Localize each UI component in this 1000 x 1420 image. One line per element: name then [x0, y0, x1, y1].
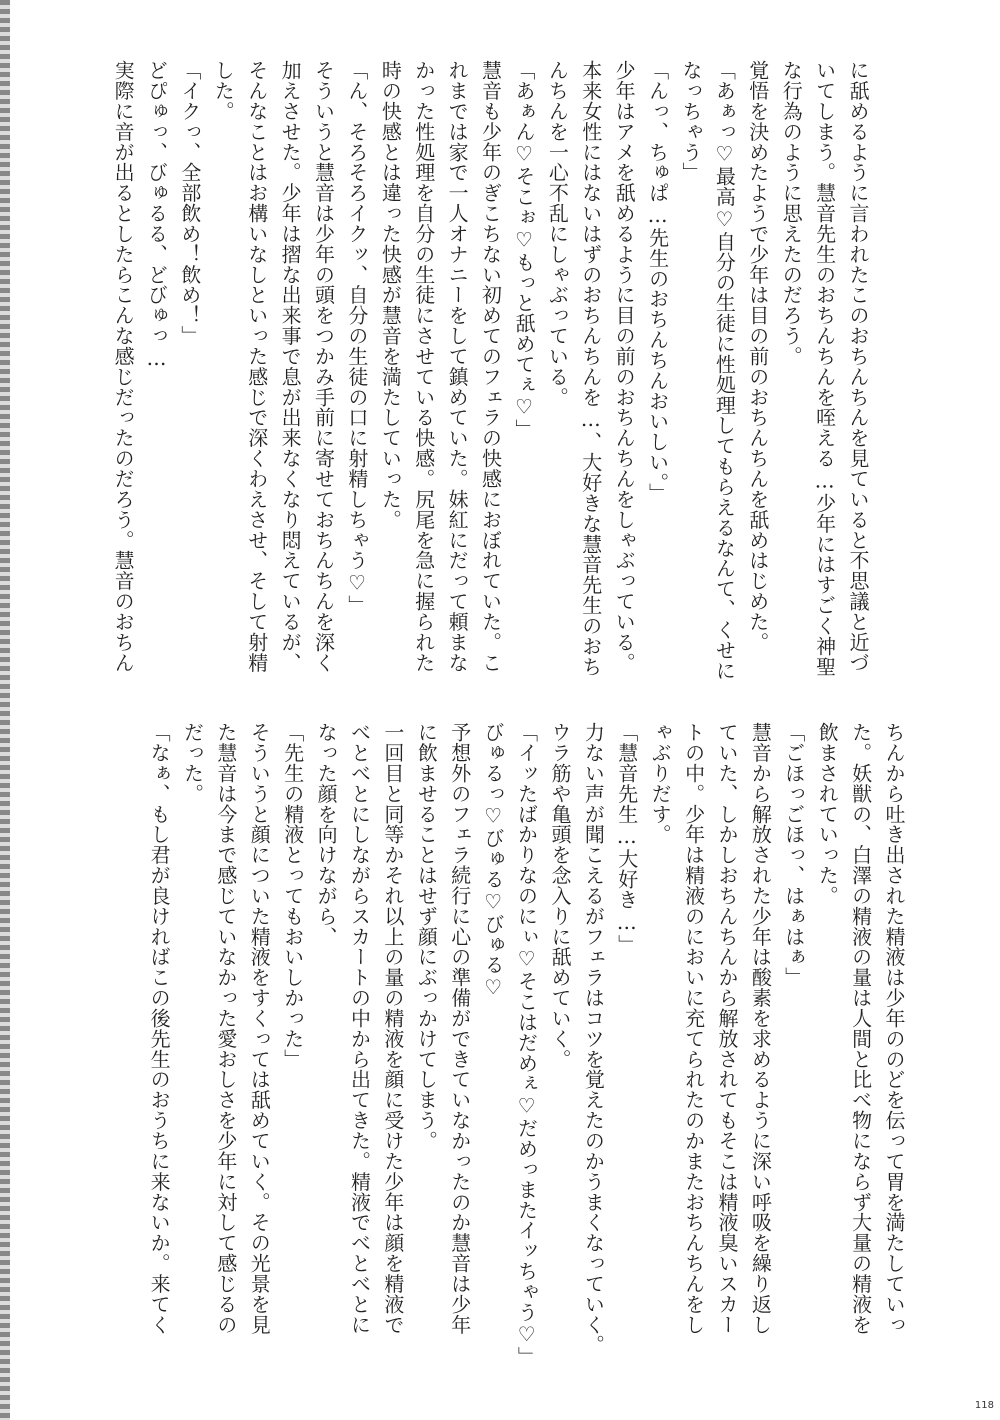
text-line: た慧音は今まで感じていなかった愛おしさを少年に対して感じるの	[213, 722, 238, 1335]
text-line: 「なぁ、もし君が良ければこの後先生のおうちに来ないか。来てく	[147, 722, 172, 1335]
text-line: そういうと顔についた精液をすくっては舐めていく。その光景を見	[247, 722, 272, 1335]
text-line: そういうと慧音は少年の頭をつかみ手前に寄せておちんちんを深く	[311, 60, 336, 673]
text-line: した。	[211, 60, 236, 122]
text-line: びゅるっ♡びゅる♡びゅる♡	[481, 722, 506, 1000]
text-line: んちんを一心不乱にしゃぶっている。	[545, 60, 570, 408]
text-line: かった性処理を自分の生徒にさせている快感。尻尾を急に握られた	[411, 60, 436, 673]
text-line: 実際に音が出るとしたらこんな感じだったのだろう。慧音のおちん	[111, 60, 136, 673]
text-line: 慧音から解放された少年は酸素を求めるように深い呼吸を繰り返し	[748, 722, 773, 1335]
text-line: 本来女性にはないはずのおちんちんを…、大好きな慧音先生のおち	[578, 60, 603, 677]
text-block-top	[111, 60, 874, 700]
text-line: 時の快感とは違った快感が慧音を満たしていった。	[378, 60, 403, 530]
text-line: 「ん、そろそろイクッ、自分の生徒の口に射精しちゃう♡」	[344, 60, 369, 616]
text-line: トの中。少年は精液のにおいに充てられたのかまたおちんちんをし	[681, 722, 706, 1335]
text-line: 「ごほっごほっ、はぁはぁ」	[781, 722, 806, 988]
text-line: 力ない声が聞こえるがフェラはコツを覚えたのかうまくなっていく。	[581, 722, 606, 1356]
text-line: そんなことはお構いなしといった感じで深くわえさせ、そして射精	[244, 60, 269, 673]
text-line: 一回目と同等かそれ以上の量の精液を顔に受けた少年は顔を精液で	[380, 722, 405, 1335]
text-line: ちんから吐き出された精液は少年ののどを伝って胃を満たしていっ	[882, 722, 906, 1335]
text-line: 少年はアメを舐めるように目の前のおちんちんをしゃぶっている。	[612, 60, 637, 673]
text-line: 慧音も少年のぎこちない初めてのフェラの快感におぼれていた。こ	[478, 60, 503, 673]
text-line: 「イクっ、全部飲め！飲め！」	[177, 60, 202, 346]
text-line: 加えさせた。少年は摺な出来事で息が出来なくなり悶えているが、	[278, 60, 303, 673]
text-line: ていた、しかしおちんちんから解放されてもそこは精液臭いスカー	[714, 722, 739, 1335]
text-line: ウラ筋や亀頭を念入りに舐めていく。	[547, 722, 572, 1070]
text-line: 「あぁっ♡最高♡自分の生徒に性処理してもらえるなんて、くせに	[712, 60, 737, 681]
text-line: なった顔を向けながら、	[314, 722, 339, 947]
text-line: 「んっ、ちゅぱ…先生のおちんちんおいしい。」	[645, 60, 670, 504]
text-line: 「あぁん♡そこぉ♡もっと舐めてぇ♡」	[511, 60, 536, 440]
text-line: だった。	[180, 722, 205, 804]
text-line: 「慧音先生…大好き…」	[614, 722, 639, 955]
text-line: ゃぶりだす。	[648, 722, 673, 845]
text-line: に飲ませることはせず顔にぶっかけてしまう。	[414, 722, 439, 1151]
page-number: 118	[974, 1400, 994, 1411]
text-line: に舐めるように言われたこのおちんちんを見ていると不思議と近づ	[846, 60, 870, 673]
text-line: 「先生の精液とってもおいしかった」	[280, 722, 305, 1070]
text-line: 飲まされていった。	[815, 722, 840, 906]
text-block-bottom	[147, 722, 910, 1368]
text-line: な行為のように思えたのだろう。	[779, 60, 804, 367]
text-line: 「イッたばかりなのにぃ♡そこはだめぇ♡だめっまたイッちゃう♡」	[514, 722, 539, 1368]
text-line: なっちゃう」	[678, 60, 703, 183]
page-edge-strip	[0, 0, 10, 1420]
text-line: いてしまう。慧音先生のおちんちんを咥える…少年にはすごく神聖	[812, 60, 837, 677]
text-line: 予想外のフェラ続行に心の準備ができていなかったのか慧音は少年	[447, 722, 472, 1335]
text-line: べとべとにしながらスカートの中から出てきた。精液でべとべとに	[347, 722, 372, 1335]
text-line: た。妖獣の、白澤の精液の量は人間と比べ物にならず大量の精液を	[848, 722, 873, 1335]
text-line: れまでは家で一人オナニーをして鎮めていた。妹紅にだって頼まな	[445, 60, 470, 673]
text-line: 覚悟を決めたようで少年は目の前のおちんちんを舐めはじめた。	[745, 60, 770, 653]
text-line: どぴゅっ、びゅるる、どびゅっ…	[144, 60, 169, 371]
